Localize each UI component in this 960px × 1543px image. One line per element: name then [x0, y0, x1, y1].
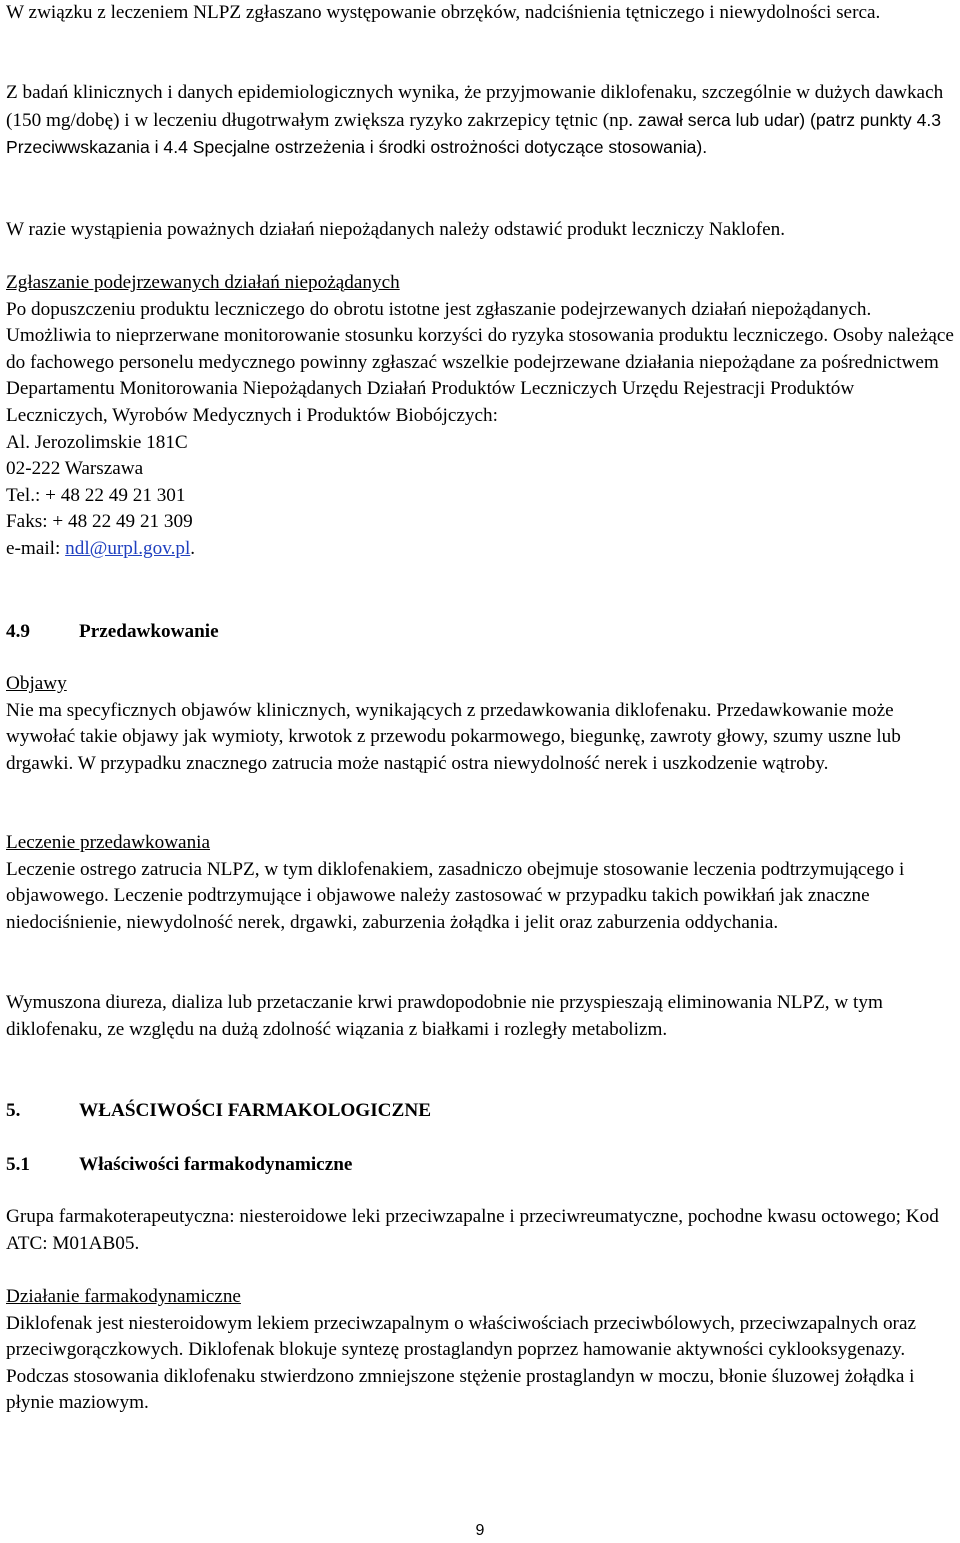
thrombosis-text-serif: Z badań klinicznych i danych epidemiologicznych wynika, że przyjmowanie diklofenaku, szczególnie w dużych dawkach (150 mg/dobę) i w leczeniu długotrwałym zwiększa ryzyko zakrzepicy tętnic (np. [6, 82, 944, 131]
pharmacodynamic-action-body: Diklofenak jest niesteroidowym lekiem przeciwzapalnym o właściwościach przeciwbólowych, przeciwzapalnych oraz przeciwgorączkowych. Diklofenak blokuje syntezę prostaglandyn poprzez hamowanie aktywności cyklooksygenazy. Podczas stosowania diklofenaku stwierdzono zmniejszone stężenie prostaglandyn w moczu, błonie śluzowej żołądka i płynie maziowym. [6, 1312, 916, 1414]
section-5-1-heading [6, 1152, 352, 1178]
adverse-reporting-heading: Zgłaszanie podejrzewanych działań niepożądanych [6, 272, 400, 293]
email-line [6, 536, 958, 563]
email-label: e-mail: [6, 537, 66, 559]
adverse-reporting-section [6, 270, 958, 563]
section-5-heading [6, 1098, 431, 1124]
fax-number: Faks: + 48 22 49 21 309 [6, 511, 193, 533]
section-4-9-heading [6, 619, 219, 645]
paragraph-pharmacotherapeutic-group: Grupa farmakoterapeutyczna: niesteroidowe leki przeciwzapalne i przeciwreumatyczne, pochodne kwasu octowego; Kod ATC: M01AB05. [6, 1206, 939, 1254]
overdose-treatment-body: Leczenie ostrego zatrucia NLPZ, w tym diklofenakiem, zasadniczo obejmuje stosowanie leczenia podtrzymującego i objawowego. Leczenie podtrzymujące i objawowe należy zastosować w przypadku takich powikłań jak znaczne niedociśnienie, niewydolność nerek, drgawki, zaburzenia żołądka i jelit oraz zaburzenia oddychania. [6, 858, 905, 933]
paragraph-nlpz-edema: W związku z leczeniem NLPZ zgłaszano występowanie obrzęków, nadciśnienia tętniczego i niewydolności serca. [6, 2, 881, 23]
section-title: WŁAŚCIWOŚCI FARMAKOLOGICZNE [79, 1100, 431, 1121]
page-number: 9 [475, 1522, 485, 1539]
overdose-treatment-section [6, 830, 958, 936]
paragraph-discontinue: W razie wystąpienia poważnych działań niepożądanych należy odstawić produkt leczniczy Naklofen. [6, 219, 786, 240]
paragraph-diuresis: Wymuszona diureza, dializa lub przetaczanie krwi prawdopodobnie nie przyspieszają eliminowania NLPZ, w tym diklofenaku, ze względu na dużą zdolność wiązania z białkami i rozległy metabolizm. [6, 992, 883, 1040]
thrombosis-text-sans: zawał serca lub udar) (patrz punkty 4.3 Przeciwwskazania i 4.4 Specjalne ostrzeżenia i środki ostrożności dotyczące stosowania). [6, 109, 942, 158]
section-number: 4.9 [6, 621, 30, 642]
pharmacodynamic-action-heading: Działanie farmakodynamiczne [6, 1286, 241, 1307]
section-number: 5. [6, 1100, 21, 1121]
paragraph-thrombosis-risk [6, 80, 958, 162]
symptoms-section [6, 671, 958, 777]
section-title: Właściwości farmakodynamiczne [79, 1154, 353, 1175]
section-title: Przedawkowanie [79, 621, 219, 642]
adverse-reporting-body: Po dopuszczeniu produktu leczniczego do obrotu istotne jest zgłaszanie podejrzewanych działań niepożądanych. Umożliwia to nieprzerwane monitorowanie stosunku korzyści do ryzyka stosowania produktu leczniczego. Osoby należące do fachowego personelu medycznego powinny zgłaszać wszelkie podejrzewane działania niepożądane za pośrednictwem Departamentu Monitorowania Niepożądanych Działań Produktów Leczniczych Urzędu Rejestracji Produktów Leczniczych, Wyrobów Medycznych i Produktów Biobójczych: [6, 298, 954, 426]
address-city: 02-222 Warszawa [6, 458, 144, 480]
email-end: . [190, 537, 196, 559]
pharmacodynamic-action-section [6, 1284, 958, 1417]
symptoms-body: Nie ma specyficznych objawów klinicznych, wynikających z przedawkowania diklofenaku. Przedawkowanie może wywołać takie objawy jak wymioty, krwotok z przewodu pokarmowego, biegunkę, zawroty głowy, szumy uszne lub drgawki. W przypadku znacznego zatrucia może nastąpić ostra niewydolność nerek i uszkodzenie wątroby. [6, 699, 901, 774]
section-number: 5.1 [6, 1154, 30, 1175]
symptoms-heading: Objawy [6, 673, 67, 694]
email-link[interactable]: ndl@urpl.gov.pl [65, 537, 191, 559]
phone-number: Tel.: + 48 22 49 21 301 [6, 484, 186, 506]
overdose-treatment-heading: Leczenie przedawkowania [6, 832, 211, 853]
address-street: Al. Jerozolimskie 181C [6, 431, 188, 453]
